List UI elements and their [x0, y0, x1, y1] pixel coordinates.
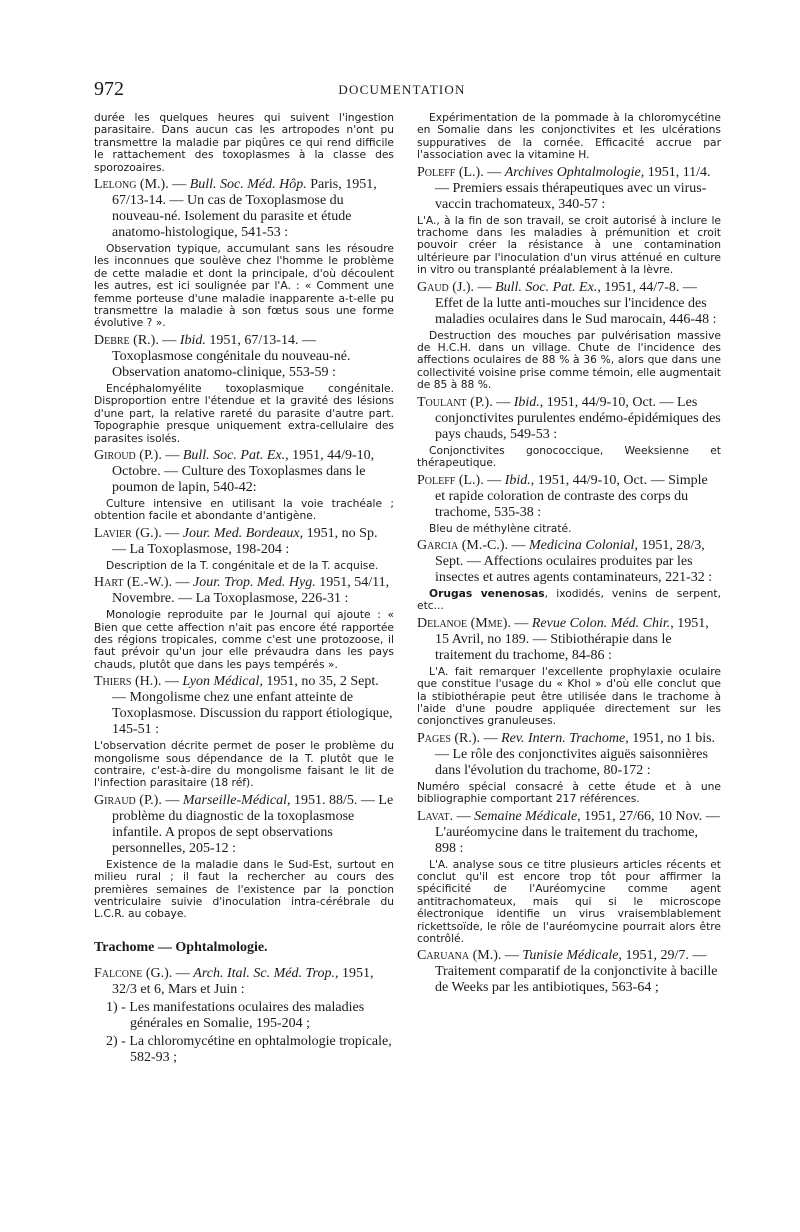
left-column	[94, 112, 394, 1069]
bibliography-entry	[417, 165, 721, 277]
entry-journal: Bull. Soc. Pat. Ex.	[495, 279, 598, 295]
entry-citation: Garcia (M.-C.). — Medicina Colonial, 1951, 28/3, Sept. — Affections oculaires produites par les insectes et autres agents contaminateurs, 221-32 :	[417, 537, 713, 585]
bibliography-entry	[417, 809, 721, 946]
entry-note: Monologie reproduite par le Journal qui ajoute : « Bien que cette affection n'ait pas encore été rapportée des régions tropicales, comme c'est une protozoose, il faut prévoir qu'un jour elle prévaudra dans les pays chauds, plutôt que dans les pays tempérés ».	[94, 608, 394, 671]
entry-title: 1951, 28/3, Sept. — Affections oculaires produites par les insectes et autres agents contaminateurs, 221-32 :	[435, 537, 713, 585]
running-title: DOCUMENTATION	[338, 82, 466, 97]
entry-journal: Semaine Médicale,	[474, 808, 581, 824]
entry-citation: Caruana (M.). — Tunisie Médicale, 1951, 29/7. — Traitement comparatif de la conjonctivite à bacille de Weeks par les antibiotiques, 563-64 ;	[417, 948, 718, 996]
entry-author: Hart (E.-W.).	[94, 575, 172, 591]
bibliography-entry	[417, 395, 721, 470]
entry-note: Culture intensive en utilisant la voie trachéale ; obtention facile et abondante d'antigène.	[94, 496, 394, 523]
entry-citation: Falcone (G.). — Arch. Ital. Sc. Méd. Trop., 1951, 32/3 et 6, Mars et Juin :	[94, 966, 374, 998]
entry-author: Toulant (P.).	[417, 394, 493, 410]
entry-title: 1951, 27/66, 10 Nov. — L'auréomycine dans le traitement du trachome, 898 :	[435, 808, 720, 856]
entry-title: , 1951, no Sp. — La Toxoplasmose, 198-204 :	[112, 525, 378, 557]
entry-note: L'A. fait remarquer l'excellente prophylaxie oculaire que constitue l'usage du « Khol » d'où elle conclut que la stibiothérapie peut être utilisée dans le trachome à l'aide d'une poudre appliquée directement sur les conjonctives granuleuses.	[417, 664, 721, 728]
right-column	[417, 112, 721, 999]
entry-title: 1951, 54/11, Novembre. — La Toxoplasmose, 226-31 :	[112, 575, 390, 607]
entry-journal: Bull. Soc. Pat. Ex.	[182, 447, 286, 463]
bibliography-entry	[417, 280, 721, 392]
entry-note: Encéphalomyélite toxoplasmique congénitale. Disproportion entre l'étendue et la gravité des lésions d'une part, la relative rareté du parasite d'autre part. Topographie presque uniquement extra-cellulaire des parasites isolés.	[94, 381, 394, 445]
entry-citation: Giroud (P.). — Bull. Soc. Pat. Ex., 1951, 44/9-10, Octobre. — Culture des Toxoplasmes dans le poumon de lapin, 540-42:	[94, 447, 375, 495]
entry-citation: Lavier (G.). — Jour. Med. Bordeaux, 1951, no Sp. — La Toxoplasmose, 198-204 :	[94, 525, 378, 557]
section-heading: Trachome — Ophtalmologie.	[94, 939, 268, 955]
entry-title: 1951, 29/7. — Traitement comparatif de la conjonctivite à bacille de Weeks par les antibiotiques, 563-64 ;	[435, 948, 718, 996]
bibliography-entry	[94, 966, 394, 1066]
entry-citation: Lavat. — Semaine Médicale, 1951, 27/66, 10 Nov. — L'auréomycine dans le traitement du trachome, 898 :	[417, 808, 720, 856]
entry-citation: Thiers (H.). — Lyon Médical, 1951, no 35, 2 Sept. — Mongolisme chez une enfant atteinte de Toxoplasmose. Discussion du rapport étiologique, 145-51 :	[94, 674, 393, 738]
continued-note	[417, 112, 721, 162]
entry-citation: Debre (R.). — Ibid. 1951, 67/13-14. — Toxoplasmose congénitale du nouveau-né. Observation anatomo-clinique, 553-59 :	[94, 332, 351, 380]
entry-journal: Marseille-Médical,	[182, 792, 291, 808]
entry-author: Debre (R.).	[94, 332, 159, 348]
entry-note: Orugas venenosas, ixodidés, venins de serpent, etc...	[417, 586, 722, 613]
entry-title: Paris, 1951, 67/13-14. — Un cas de Toxoplasmose du nouveau-né. Isolement du parasite et étude anatomo-histologique, 541-53 :	[112, 177, 377, 241]
entry-citation: Pages (R.). — Rev. Intern. Trachome, 1951, no 1 bis. — Le rôle des conjonctivites aiguës saisonnières dans l'évolution du trachome, 80-172 :	[417, 730, 716, 778]
bibliography-entry	[417, 616, 721, 728]
entry-title: , 1951, 15 Avril, no 189. — Stibiothérapie dans le traitement du trachome, 84-86 :	[435, 615, 709, 663]
entry-author: Gaud (J.).	[417, 279, 475, 295]
entry-title: 1951, 11/4. — Premiers essais thérapeutiques avec un virus-vaccin trachomateux, 340-57 :	[435, 164, 711, 212]
entry-note: L'A. analyse sous ce titre plusieurs articles récents et conclut qu'il est encore trop tôt pour affirmer la spécificité de l'Auréomycine comme agent antitrachomateux, mais qui si le microscope électronique identifie un virus vraisemblablement rickettsoïde, le rôle de l'auréomycine pourrait alors être contrôlé.	[417, 857, 721, 945]
entry-author: Thiers (H.).	[94, 674, 162, 690]
entry-citation: Toulant (P.). — Ibid., 1951, 44/9-10, Oct. — Les conjonctivites purulentes endémo-épidémiques des pays chauds, 549-53 :	[417, 394, 721, 442]
page-header	[94, 78, 710, 104]
entry-author: Giroud (P.).	[94, 447, 162, 463]
entry-journal: Ibid.	[504, 472, 531, 488]
entry-title: , 1951, 44/7-8. — Effet de la lutte anti-mouches sur l'incidence des maladies oculaires dans le Sud marocain, 446-48 :	[435, 279, 717, 327]
note-emphasis: Orugas venenosas	[429, 586, 545, 600]
entry-author: Pages (R.).	[417, 730, 481, 746]
entry-note: Existence de la maladie dans le Sud-Est, surtout en milieu rural ; il faut la rechercher au cours des premières semaines de l'existence par la ponction ventriculaire suivie d'inoculation intra-cérébrale du L.C.R. au cobaye.	[94, 857, 394, 921]
entry-title: , 1951, 44/9-10, Oct. — Les conjonctivites purulentes endémo-épidémiques des pays chauds, 549-53 :	[435, 394, 721, 442]
entry-citation: Gaud (J.). — Bull. Soc. Pat. Ex., 1951, 44/7-8. — Effet de la lutte anti-mouches sur l'incidence des maladies oculaires dans le Sud marocain, 446-48 :	[417, 279, 717, 327]
entry-note: Bleu de méthylène citraté.	[429, 521, 572, 535]
entry-note: durée les quelques heures qui suivent l'ingestion parasitaire. Dans aucun cas les artropodes n'ont pu transmettre la maladie par piqûres ce qui rend difficile le rattachement des toxoplasmes à la classe des sporozoaires.	[94, 111, 394, 174]
entry-citation: Giraud (P.). — Marseille-Médical, 1951. 88/5. — Le problème du diagnostic de la toxoplasmose infantile. A propos de sept observations personnelles, 205-12 :	[94, 792, 394, 856]
entry-journal: Bull. Soc. Méd. Hôp.	[189, 177, 307, 193]
bibliography-entry	[94, 674, 394, 790]
entry-author: Giraud (P.).	[94, 792, 162, 808]
bibliography-entry	[94, 793, 394, 921]
bibliography-entry	[417, 948, 721, 996]
entry-author: Delanoe (Mme).	[417, 615, 511, 631]
bibliography-entry	[94, 448, 394, 523]
entry-subitem: 2) - La chloromycétine en ophtalmologie tropicale, 582-93 ;	[106, 1034, 392, 1066]
entry-title: , 1951, 44/9-10, Octobre. — Culture des Toxoplasmes dans le poumon de lapin, 540-42:	[112, 447, 375, 495]
entry-author: Lavier (G.).	[94, 525, 162, 541]
entry-title: 1951, 67/13-14. — Toxoplasmose congénitale du nouveau-né. Observation anatomo-clinique, 553-59 :	[112, 332, 351, 380]
entry-journal: Rev. Intern. Trachome,	[501, 730, 629, 746]
entry-note: Numéro spécial consacré à cette étude et à une bibliographie comportant 217 références.	[417, 779, 721, 806]
entry-title: 1951. 88/5. — Le problème du diagnostic de la toxoplasmose infantile. A propos de sept observations personnelles, 205-12 :	[112, 792, 394, 856]
entry-author: Poleff (L.).	[417, 164, 484, 180]
entry-subitem: 1) - Les manifestations oculaires des maladies générales en Somalie, 195-204 ;	[106, 1000, 365, 1032]
entry-citation: Delanoe (Mme). — Revue Colon. Méd. Chir., 1951, 15 Avril, no 189. — Stibiothérapie dans le traitement du trachome, 84-86 :	[417, 615, 709, 663]
bibliography-entry	[94, 526, 394, 572]
bibliography-entry	[94, 333, 394, 445]
entry-citation: Poleff (L.). — Archives Ophtalmologie, 1951, 11/4. — Premiers essais thérapeutiques avec un virus-vaccin trachomateux, 340-57 :	[417, 164, 711, 212]
entry-note: Expérimentation de la pommade à la chloromycétine en Somalie dans les conjonctivites et les ulcérations suppuratives de la cornée. Efficacité accrue par l'association avec la vitamine H.	[417, 111, 721, 162]
entry-journal: Lyon Médical,	[182, 674, 263, 690]
entry-author: Lelong (M.).	[94, 177, 169, 193]
bibliography-entry	[94, 177, 394, 330]
bibliography-entry	[417, 731, 721, 806]
entry-journal: Tunisie Médicale,	[522, 948, 622, 964]
entry-journal: Jour. Trop. Med. Hyg.	[192, 575, 316, 591]
bibliography-entry	[417, 473, 721, 535]
entry-author: Garcia (M.-C.).	[417, 537, 508, 553]
entry-note: L'observation décrite permet de poser le problème du mongolisme sous dépendance de la T. plutôt que le contraire, c'est-à-dire du mongolisme faisant le lit de l'infection parasitaire (18 réf).	[94, 739, 394, 790]
entry-author: Lavat.	[417, 808, 454, 824]
entry-note: L'A., à la fin de son travail, se croit autorisé à inclure le trachome dans les maladies à prémunition et croit pouvoir créer la résistance à une contamination ultérieure par l'inoculation d'un virus atténué en culture in vitro ou transplanté préalablement à la lèvre.	[417, 213, 721, 277]
entry-title: 1951, no 35, 2 Sept. — Mongolisme chez une enfant atteinte de Toxoplasmose. Discussion du rapport étiologique, 145-51 :	[112, 674, 393, 738]
entry-citation: Lelong (M.). — Bull. Soc. Méd. Hôp. Paris, 1951, 67/13-14. — Un cas de Toxoplasmose du nouveau-né. Isolement du parasite et étude anatomo-histologique, 541-53 :	[94, 177, 377, 241]
entry-author: Caruana (M.).	[417, 948, 502, 964]
page-number: 972	[94, 78, 124, 100]
entry-note: Observation typique, accumulant sans les résoudre les inconnues que soulève chez l'homme le problème de cette maladie et dont la principale, d'où découlent les autres, est ici soulignée par l'A. : « Comment une femme porteuse d'une maladie inapparente a-t-elle pu transmettre la maladie à son fœtus sous une forme évolutive ? ».	[94, 242, 394, 330]
entry-author: Poleff (L.).	[417, 472, 484, 488]
entry-journal: Archives Ophtalmologie,	[504, 164, 645, 180]
bibliography-entry	[417, 538, 721, 613]
entry-journal: Ibid.	[179, 332, 206, 348]
entry-note: Conjonctivites gonococcique, Weeksienne et thérapeutique.	[417, 443, 721, 470]
entry-title: , 1951, 32/3 et 6, Mars et Juin :	[112, 966, 374, 998]
entry-note: Description de la T. congénitale et de la T. acquise.	[106, 558, 379, 572]
entry-author: Falcone (G.).	[94, 966, 173, 982]
entry-journal: Arch. Ital. Sc. Méd. Trop.	[193, 966, 335, 982]
entry-title: 1951, no 1 bis. — Le rôle des conjonctivites aiguës saisonnières dans l'évolution du trachome, 80-172 :	[435, 730, 716, 778]
entry-note: Destruction des mouches par pulvérisation massive de H.C.H. dans un village. Chute de l'incidence des affections oculaires de 88 % à 36 %, alors que dans une collectivité voisine prise comme témoin, elle augmentait de 85 à 88 %.	[417, 328, 721, 392]
entry-journal: Jour. Med. Bordeaux	[182, 525, 300, 541]
continued-note	[94, 112, 394, 174]
entry-title: , 1951, 44/9-10, Oct. — Simple et rapide coloration de contraste des corps du trachome, 535-38 :	[435, 472, 708, 520]
entry-journal: Ibid.	[513, 394, 540, 410]
entry-journal: Medicina Colonial,	[529, 537, 638, 553]
entry-citation: Poleff (L.). — Ibid., 1951, 44/9-10, Oct. — Simple et rapide coloration de contraste des corps du trachome, 535-38 :	[417, 472, 708, 520]
entry-journal: Revue Colon. Méd. Chir.	[531, 615, 671, 631]
entry-citation: Hart (E.-W.). — Jour. Trop. Med. Hyg. 1951, 54/11, Novembre. — La Toxoplasmose, 226-31 :	[94, 575, 390, 607]
bibliography-entry	[94, 575, 394, 671]
